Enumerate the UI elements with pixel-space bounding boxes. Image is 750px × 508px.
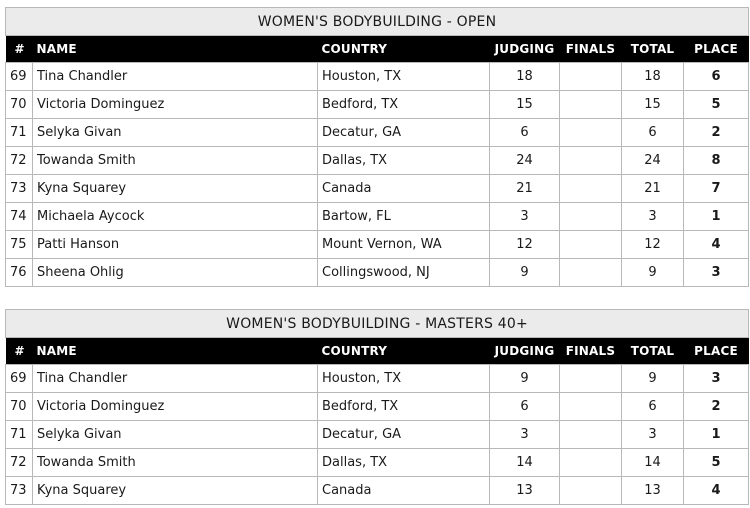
cell-judging: 9 bbox=[490, 365, 560, 393]
cell-total: 6 bbox=[622, 393, 684, 421]
cell-num: 70 bbox=[6, 393, 33, 421]
cell-judging: 13 bbox=[490, 477, 560, 505]
cell-num: 73 bbox=[6, 175, 33, 203]
cell-judging: 21 bbox=[490, 175, 560, 203]
cell-judging: 3 bbox=[490, 421, 560, 449]
cell-finals bbox=[560, 259, 622, 287]
table-row bbox=[6, 477, 749, 505]
table-row bbox=[6, 203, 749, 231]
cell-place: 3 bbox=[684, 259, 749, 287]
table-row bbox=[6, 421, 749, 449]
table-row bbox=[6, 365, 749, 393]
cell-name: Towanda Smith bbox=[33, 147, 318, 175]
table-row bbox=[6, 63, 749, 91]
column-header-country: COUNTRY bbox=[318, 338, 490, 365]
column-header-name: NAME bbox=[33, 36, 318, 63]
table-header-row bbox=[6, 338, 749, 365]
table-row bbox=[6, 231, 749, 259]
cell-num: 69 bbox=[6, 63, 33, 91]
cell-name: Victoria Dominguez bbox=[33, 91, 318, 119]
table-row bbox=[6, 259, 749, 287]
column-header-num: # bbox=[6, 338, 33, 365]
cell-finals bbox=[560, 147, 622, 175]
cell-country: Collingswood, NJ bbox=[318, 259, 490, 287]
cell-place: 4 bbox=[684, 477, 749, 505]
column-header-total: TOTAL bbox=[622, 338, 684, 365]
cell-place: 4 bbox=[684, 231, 749, 259]
cell-total: 6 bbox=[622, 119, 684, 147]
cell-finals bbox=[560, 63, 622, 91]
cell-place: 3 bbox=[684, 365, 749, 393]
cell-finals bbox=[560, 365, 622, 393]
table-row bbox=[6, 119, 749, 147]
table-row bbox=[6, 91, 749, 119]
cell-place: 5 bbox=[684, 91, 749, 119]
cell-name: Kyna Squarey bbox=[33, 175, 318, 203]
column-header-country: COUNTRY bbox=[318, 36, 490, 63]
cell-judging: 3 bbox=[490, 203, 560, 231]
cell-total: 3 bbox=[622, 421, 684, 449]
table-row bbox=[6, 393, 749, 421]
column-header-finals: FINALS bbox=[560, 36, 622, 63]
cell-country: Houston, TX bbox=[318, 63, 490, 91]
cell-num: 69 bbox=[6, 365, 33, 393]
table-title: WOMEN'S BODYBUILDING - OPEN bbox=[6, 8, 749, 36]
cell-total: 9 bbox=[622, 365, 684, 393]
cell-finals bbox=[560, 91, 622, 119]
cell-country: Canada bbox=[318, 477, 490, 505]
cell-country: Bedford, TX bbox=[318, 393, 490, 421]
cell-total: 9 bbox=[622, 259, 684, 287]
cell-judging: 12 bbox=[490, 231, 560, 259]
cell-name: Patti Hanson bbox=[33, 231, 318, 259]
cell-country: Decatur, GA bbox=[318, 421, 490, 449]
cell-num: 70 bbox=[6, 91, 33, 119]
table-header-row bbox=[6, 36, 749, 63]
table-row bbox=[6, 147, 749, 175]
column-header-finals: FINALS bbox=[560, 338, 622, 365]
cell-country: Canada bbox=[318, 175, 490, 203]
cell-finals bbox=[560, 231, 622, 259]
cell-total: 3 bbox=[622, 203, 684, 231]
cell-total: 21 bbox=[622, 175, 684, 203]
cell-total: 15 bbox=[622, 91, 684, 119]
cell-place: 5 bbox=[684, 449, 749, 477]
cell-total: 12 bbox=[622, 231, 684, 259]
cell-finals bbox=[560, 421, 622, 449]
cell-name: Tina Chandler bbox=[33, 365, 318, 393]
cell-finals bbox=[560, 203, 622, 231]
cell-country: Mount Vernon, WA bbox=[318, 231, 490, 259]
table-title-row bbox=[6, 310, 749, 338]
cell-num: 73 bbox=[6, 477, 33, 505]
cell-name: Victoria Dominguez bbox=[33, 393, 318, 421]
cell-num: 74 bbox=[6, 203, 33, 231]
cell-judging: 18 bbox=[490, 63, 560, 91]
cell-place: 8 bbox=[684, 147, 749, 175]
column-header-name: NAME bbox=[33, 338, 318, 365]
cell-country: Bedford, TX bbox=[318, 91, 490, 119]
column-header-judging: JUDGING bbox=[490, 338, 560, 365]
cell-num: 71 bbox=[6, 421, 33, 449]
cell-country: Dallas, TX bbox=[318, 449, 490, 477]
cell-place: 2 bbox=[684, 119, 749, 147]
cell-judging: 14 bbox=[490, 449, 560, 477]
cell-num: 75 bbox=[6, 231, 33, 259]
cell-place: 6 bbox=[684, 63, 749, 91]
results-table-open bbox=[5, 7, 749, 287]
column-header-place: PLACE bbox=[684, 338, 749, 365]
cell-name: Sheena Ohlig bbox=[33, 259, 318, 287]
cell-num: 71 bbox=[6, 119, 33, 147]
cell-finals bbox=[560, 119, 622, 147]
cell-country: Houston, TX bbox=[318, 365, 490, 393]
cell-finals bbox=[560, 477, 622, 505]
cell-judging: 15 bbox=[490, 91, 560, 119]
results-table-masters bbox=[5, 309, 749, 505]
table-row bbox=[6, 449, 749, 477]
cell-place: 1 bbox=[684, 421, 749, 449]
cell-name: Selyka Givan bbox=[33, 421, 318, 449]
cell-total: 13 bbox=[622, 477, 684, 505]
cell-judging: 6 bbox=[490, 393, 560, 421]
cell-total: 14 bbox=[622, 449, 684, 477]
cell-num: 76 bbox=[6, 259, 33, 287]
column-header-num: # bbox=[6, 36, 33, 63]
cell-country: Decatur, GA bbox=[318, 119, 490, 147]
cell-name: Tina Chandler bbox=[33, 63, 318, 91]
column-header-place: PLACE bbox=[684, 36, 749, 63]
table-title-row bbox=[6, 8, 749, 36]
cell-finals bbox=[560, 449, 622, 477]
cell-name: Kyna Squarey bbox=[33, 477, 318, 505]
cell-name: Towanda Smith bbox=[33, 449, 318, 477]
cell-place: 2 bbox=[684, 393, 749, 421]
cell-finals bbox=[560, 393, 622, 421]
cell-name: Selyka Givan bbox=[33, 119, 318, 147]
column-header-judging: JUDGING bbox=[490, 36, 560, 63]
cell-place: 1 bbox=[684, 203, 749, 231]
cell-place: 7 bbox=[684, 175, 749, 203]
cell-country: Dallas, TX bbox=[318, 147, 490, 175]
cell-judging: 24 bbox=[490, 147, 560, 175]
cell-num: 72 bbox=[6, 449, 33, 477]
table-title: WOMEN'S BODYBUILDING - MASTERS 40+ bbox=[6, 310, 749, 338]
cell-judging: 9 bbox=[490, 259, 560, 287]
table-row bbox=[6, 175, 749, 203]
cell-name: Michaela Aycock bbox=[33, 203, 318, 231]
cell-finals bbox=[560, 175, 622, 203]
cell-judging: 6 bbox=[490, 119, 560, 147]
cell-total: 18 bbox=[622, 63, 684, 91]
cell-country: Bartow, FL bbox=[318, 203, 490, 231]
cell-num: 72 bbox=[6, 147, 33, 175]
column-header-total: TOTAL bbox=[622, 36, 684, 63]
cell-total: 24 bbox=[622, 147, 684, 175]
